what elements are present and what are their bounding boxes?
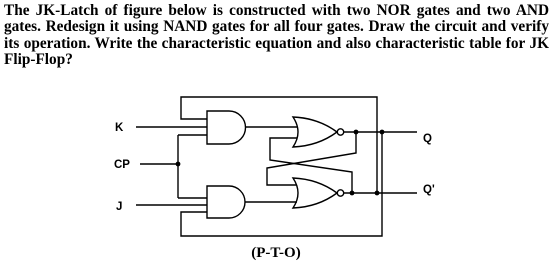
junction-dot [380,130,385,135]
junction-dot [350,191,355,196]
lower-nor-bubble [337,190,343,196]
label-q-bar: Q' [423,184,435,196]
label-q: Q [423,133,432,145]
page-turn-note: (P-T-O) [251,245,301,261]
label-j: J [116,201,123,213]
question-text: The JK-Latch of figure below is constructed with two NOR gates and two AND gates. Redesign it using NAND gates for all four gates. Draw the circuit and verify its operation. Write the characteristic equation and also characteristic table for JK Flip-Flop? [4,2,549,68]
junction-dot [375,191,380,196]
upper-and-gate [207,111,246,144]
cross-wire-q-to-lower-nor [267,132,356,185]
label-cp: CP [114,159,130,171]
lower-and-gate [207,186,245,218]
label-k: K [115,122,124,134]
junction-dot [176,162,181,167]
upper-nor-bubble [337,129,343,135]
junction-dot [354,130,359,135]
lower-nor-gate [293,178,337,208]
upper-nor-gate [293,117,337,147]
